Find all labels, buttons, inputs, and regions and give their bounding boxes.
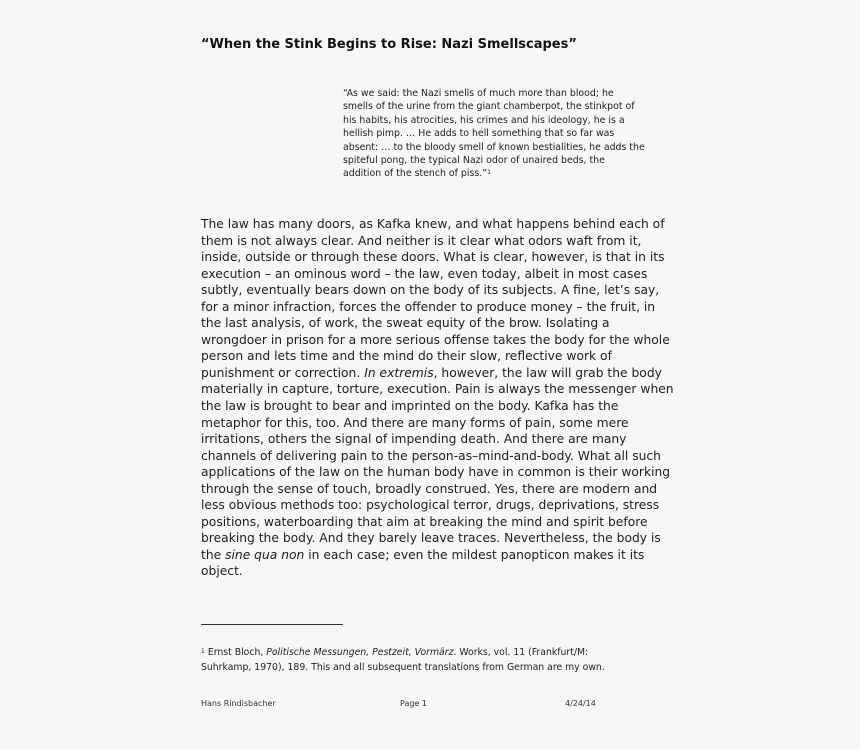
epigraph-line-last (343, 167, 665, 180)
body-text: the (201, 547, 226, 562)
body-line: channels of delivering pain to the person-as–mind-and-body. What all such (201, 448, 661, 463)
body-line: irritations, others the signal of impending death. And there are many (201, 432, 627, 447)
body-line (201, 365, 681, 382)
footer-page-number: Page 1 (400, 699, 427, 708)
footer-author: Hans Rindisbacher (201, 699, 276, 708)
body-line (201, 547, 681, 564)
body-line: applications of the law on the human body have in common is their working (201, 465, 671, 480)
footnote-number: 1 (201, 648, 205, 655)
epigraph-line: absent: … to the bloody smell of known bestialities, he adds the (343, 141, 645, 153)
body-text: , however, the law will grab the body (433, 365, 662, 380)
epigraph-line: spiteful pong, the typical Nazi odor of unaired beds, the (343, 155, 605, 167)
body-line: the last analysis, of work, the sweat equity of the brow. Isolating a (201, 316, 610, 331)
page-title: “When the Stink Begins to Rise: Nazi Smellscapes” (201, 37, 577, 52)
footnote-reference[interactable]: 1 (487, 169, 491, 177)
epigraph-line: his habits, his atrocities, his crimes and his ideology, he is a (343, 114, 625, 126)
italic-phrase: sine qua non (225, 547, 305, 562)
footnote-text: Ernst Bloch, (207, 647, 267, 658)
epigraph-quote (343, 87, 665, 181)
body-line: less obvious methods too: psychological terror, drugs, deprivations, stress (201, 498, 660, 513)
body-line: the law is brought to bear and imprinted on the body. Kafka has the (201, 399, 619, 414)
body-line: wrongdoer in prison for a more serious offense takes the body for the whole (201, 332, 670, 347)
epigraph-line: smells of the urine from the giant chamberpot, the stinkpot of (343, 101, 635, 113)
footnote-book-title: Politische Messungen, Pestzeit, Vormärz (266, 647, 454, 658)
page-footer (201, 699, 641, 711)
italic-phrase: In extremis (364, 365, 434, 380)
body-paragraph (201, 216, 681, 580)
body-line: inside, outside or through these doors. What is clear, however, is that in its (201, 250, 665, 265)
body-line: materially in capture, torture, execution. Pain is always the messenger when (201, 382, 674, 397)
footnote-text: . Works, vol. 11 (Frankfurt/M: (453, 647, 589, 658)
footnote-line (201, 645, 681, 660)
body-line: subtly, eventually bears down on the body of its subjects. A fine, let’s say, (201, 283, 660, 298)
body-line: them is not always clear. And neither is it clear what odors waft from it, (201, 233, 642, 248)
body-line: object. (201, 564, 243, 579)
epigraph-line: “As we said: the Nazi smells of much more than blood; he (343, 88, 614, 99)
body-line: through the sense of touch, broadly construed. Yes, there are modern and (201, 481, 658, 496)
body-line: The law has many doors, as Kafka knew, and what happens behind each of (201, 217, 665, 231)
footer-date: 4/24/14 (565, 699, 596, 708)
body-text: in each case; even the mildest panopticon makes it its (304, 547, 645, 562)
footnote-line: Suhrkamp, 1970), 189. This and all subsequent translations from German are my own. (201, 662, 605, 673)
epigraph-line: hellish pimp. … He adds to hell something that so far was (343, 128, 615, 140)
footnote-divider (201, 624, 343, 625)
epigraph-text: addition of the stench of piss.” (343, 168, 488, 180)
body-line: person and lets time and the mind do their slow, reflective work of (201, 349, 612, 364)
footnote (201, 645, 681, 675)
body-line: for a minor infraction, forces the offender to produce money – the fruit, in (201, 299, 656, 314)
body-line: execution – an ominous word – the law, even today, albeit in most cases (201, 266, 648, 281)
body-text: punishment or correction. (201, 365, 365, 380)
body-line: positions, waterboarding that aim at breaking the mind and spirit before (201, 514, 648, 529)
body-line: breaking the body. And they barely leave traces. Nevertheless, the body is (201, 531, 661, 546)
body-line: metaphor for this, too. And there are many forms of pain, some mere (201, 415, 629, 430)
